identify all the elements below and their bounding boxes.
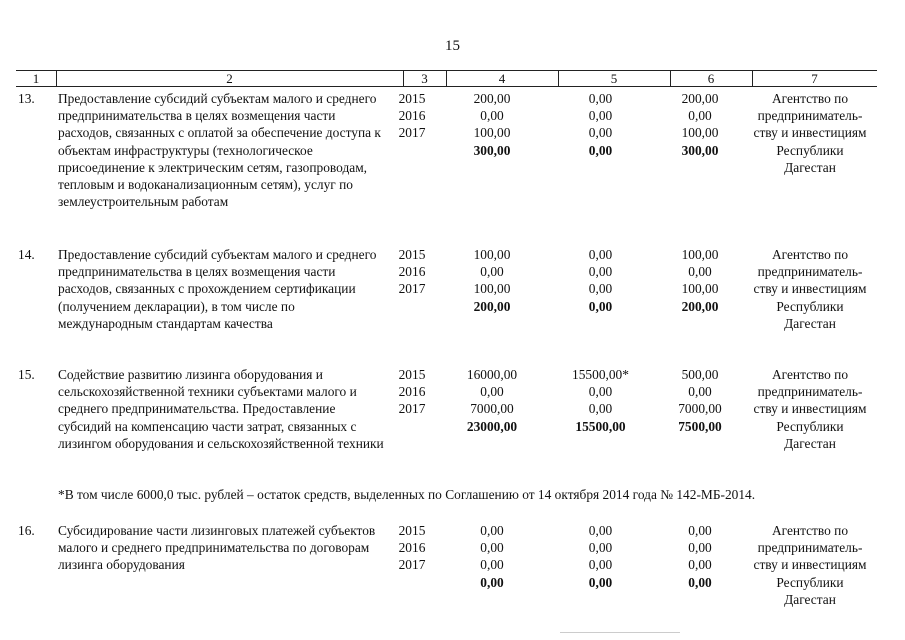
agency-line: Агентство по <box>771 367 849 382</box>
total-amount-cell <box>452 246 532 315</box>
amount: 500,00 <box>681 367 719 382</box>
amount: 0,00 <box>480 557 504 573</box>
regional-amount-cell <box>660 90 740 159</box>
amount: 7000,00 <box>678 401 722 417</box>
amount-sum: 15500,00 <box>575 418 626 434</box>
amount-sum: 0,00 <box>588 298 613 314</box>
amount: 0,00 <box>588 247 613 262</box>
amount: 100,00 <box>681 125 719 141</box>
amount-sum: 0,00 <box>688 574 712 590</box>
footnote: *В том числе 6000,0 тыс. рублей – остаток средств, выделенных по Соглашению от 14 октября 2014 года № 142-МБ-2014. <box>58 487 756 502</box>
responsible-agency <box>735 90 885 176</box>
row-number: 15. <box>18 367 35 382</box>
header-col-5: 5 <box>610 71 618 86</box>
agency-line: Дагестан <box>784 159 836 175</box>
row-years <box>393 246 431 298</box>
federal-amount-cell <box>553 522 648 591</box>
amount: 16000,00 <box>466 367 518 382</box>
header-col-3: 3 <box>421 71 428 86</box>
agency-line: предприниматель- <box>757 540 863 556</box>
year: 2016 <box>398 264 426 280</box>
amount: 100,00 <box>473 281 511 297</box>
agency-line: предприниматель- <box>757 384 863 400</box>
amount: 0,00 <box>588 108 613 124</box>
amount: 0,00 <box>588 125 613 141</box>
agency-line: ству и инвестициям <box>753 401 867 417</box>
amount: 0,00 <box>688 523 712 538</box>
year: 2016 <box>398 384 426 400</box>
amount: 0,00 <box>480 540 504 556</box>
year: 2017 <box>398 281 426 297</box>
agency-line: Агентство по <box>771 247 849 262</box>
header-col-1: 1 <box>32 71 40 86</box>
row-number: 14. <box>18 247 35 262</box>
amount-sum: 0,00 <box>588 142 613 158</box>
total-amount-cell <box>452 366 532 435</box>
scan-artifact <box>560 632 680 633</box>
amount-sum: 0,00 <box>480 574 504 590</box>
header-col-2: 2 <box>226 71 233 86</box>
year: 2015 <box>398 91 426 106</box>
amount: 0,00 <box>588 384 613 400</box>
federal-amount-cell <box>553 246 648 315</box>
agency-line: Дагестан <box>784 435 836 451</box>
year: 2016 <box>398 540 426 556</box>
row-years <box>393 90 431 142</box>
row-years <box>393 522 431 574</box>
amount-sum: 0,00 <box>588 574 613 590</box>
agency-line: Агентство по <box>771 91 849 106</box>
amount: 0,00 <box>688 384 712 400</box>
amount: 0,00 <box>480 108 504 124</box>
amount: 0,00 <box>588 91 613 106</box>
amount: 0,00 <box>588 401 613 417</box>
row-years <box>393 366 431 418</box>
year: 2017 <box>398 401 426 417</box>
responsible-agency <box>735 246 885 332</box>
federal-amount-cell <box>553 366 648 435</box>
regional-amount-cell <box>660 246 740 315</box>
amount: 200,00 <box>681 91 719 106</box>
amount: 0,00 <box>588 264 613 280</box>
year: 2017 <box>398 557 426 573</box>
agency-line: Дагестан <box>784 591 836 607</box>
row-description: Предоставление субсидий субъектам малого и среднего предпринимательства в целях возмещения части расходов, связанных с оплатой за обеспечение доступа к объектам инфраструктуры (технологическое присоединение к электрическим сетям, газопроводам, тепловым и водоканализационным сетям), услуг по землеустроительным работам <box>58 91 381 210</box>
amount: 0,00 <box>588 523 613 538</box>
page-number: 15 <box>445 38 460 54</box>
agency-line: Дагестан <box>784 315 836 331</box>
amount: 0,00 <box>588 281 613 297</box>
amount: 100,00 <box>681 247 719 262</box>
header-col-4: 4 <box>498 71 506 86</box>
year: 2015 <box>398 367 426 382</box>
agency-line: ству и инвестициям <box>753 557 867 573</box>
agency-line: ству и инвестициям <box>753 125 867 141</box>
amount: 7000,00 <box>470 401 514 417</box>
year: 2016 <box>398 108 426 124</box>
header-col-7: 7 <box>811 71 818 86</box>
row-description: Предоставление субсидий субъектам малого и среднего предпринимательства в целях возмещения части расходов, связанных с прохождением сертификации (получением декларации), в том числе по международным стандартам качества <box>58 247 377 331</box>
amount: 0,00 <box>480 384 504 400</box>
year: 2015 <box>398 247 426 262</box>
responsible-agency <box>735 366 885 452</box>
amount: 0,00 <box>688 540 712 556</box>
agency-line: предприниматель- <box>757 264 863 280</box>
amount: 100,00 <box>681 281 719 297</box>
row-description: Субсидирование части лизинговых платежей субъектов малого и среднего предпринимательства по договорам лизинга оборудования <box>58 523 376 573</box>
total-amount-cell <box>452 522 532 591</box>
agency-line: Агентство по <box>771 523 849 538</box>
amount: 0,00 <box>688 108 712 124</box>
header-col-6: 6 <box>707 71 715 86</box>
agency-line: Республики <box>776 418 844 434</box>
amount: 0,00 <box>688 264 712 280</box>
total-amount-cell <box>452 90 532 159</box>
amount: 0,00 <box>588 557 613 573</box>
amount-sum: 23000,00 <box>466 418 518 434</box>
responsible-agency <box>735 522 885 608</box>
table-header <box>16 70 877 87</box>
amount: 100,00 <box>473 125 511 141</box>
regional-amount-cell <box>660 522 740 591</box>
row-number: 16. <box>18 523 35 538</box>
amount: 0,00 <box>480 523 504 538</box>
year: 2015 <box>398 523 426 538</box>
agency-line: Республики <box>776 574 844 590</box>
federal-amount-cell <box>553 90 648 159</box>
amount: 200,00 <box>473 91 511 106</box>
agency-line: ству и инвестициям <box>753 281 867 297</box>
amount-sum: 300,00 <box>473 142 511 158</box>
agency-line: Республики <box>776 298 844 314</box>
amount-sum: 7500,00 <box>678 418 722 434</box>
amount-sum: 200,00 <box>681 298 719 314</box>
year: 2017 <box>398 125 426 141</box>
amount: 0,00 <box>480 264 504 280</box>
amount: 15500,00* <box>572 367 629 382</box>
amount: 100,00 <box>473 247 511 262</box>
row-number: 13. <box>18 91 35 106</box>
agency-line: предприниматель- <box>757 108 863 124</box>
regional-amount-cell <box>660 366 740 435</box>
row-description: Содействие развитию лизинга оборудования и сельскохозяйственной техники субъектами малого и среднего предпринимательства. Предоставление субсидий на компенсацию части затрат, связанных с лизингом оборудования и сельскохозяйственной техники <box>58 367 384 451</box>
agency-line: Республики <box>776 142 844 158</box>
amount-sum: 300,00 <box>681 142 719 158</box>
amount: 0,00 <box>588 540 613 556</box>
amount: 0,00 <box>688 557 712 573</box>
amount-sum: 200,00 <box>473 298 511 314</box>
